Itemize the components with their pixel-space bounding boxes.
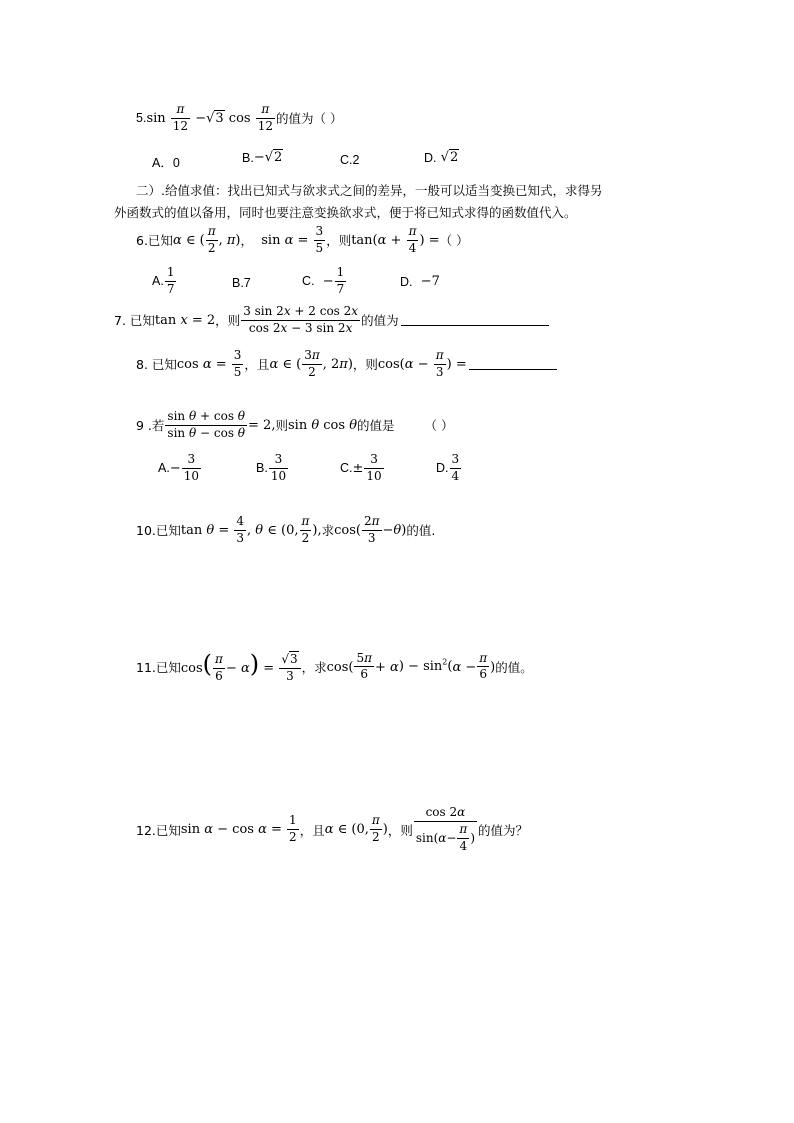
question-5 bbox=[136, 103, 343, 134]
q5-option-d: D. √2 bbox=[424, 150, 459, 165]
q9-option-a: A. − $\frac{3}{10}$ bbox=[158, 452, 199, 483]
q7-answer-blank[interactable] bbox=[401, 315, 549, 326]
q5-tail: 的值为（ ） bbox=[276, 111, 343, 127]
q8-answer-blank[interactable] bbox=[469, 359, 557, 370]
q5-expression: sin $\frac{\pi}{12}$ −√3 cos $\frac{\pi}{12}$ bbox=[146, 102, 274, 133]
question-6: 6.已知 α ∈ ( $\frac{\pi}{2}$ , π) ， sin α = $\frac{3}{5}$ ，则 tan(α + $\frac{\pi}{4}$ ) = （ ） bbox=[136, 224, 469, 255]
q5-option-c: C.2 bbox=[340, 153, 360, 167]
q6-option-c: C. − $\frac{1}{7}$ bbox=[302, 265, 345, 296]
q5-option-b: B. −√2 bbox=[242, 150, 283, 165]
section-2-line-1: 二）.给值求值：找出已知式与欲求式之间的差异，一般可以适当变换已知式，求得另 bbox=[136, 183, 603, 198]
question-10: 10.已知 tan θ = $\frac{4}{3}$ , θ ∈ (0, $\frac{\pi}{2}$ ), 求 cos( $\frac{2\pi}{3}$ −θ) 的值. bbox=[136, 514, 436, 545]
q6-option-a: A. $\frac{1}{7}$ bbox=[152, 265, 175, 296]
question-9: 9 .若 $\frac{\text{sin θ + cos θ}}{\text{sin θ − cos θ}}$ = 2, 则 sin θ cos θ 的值是 （ ） bbox=[136, 409, 454, 440]
q12-number: 12.已知 bbox=[136, 822, 181, 838]
q5-option-a: A．0 bbox=[152, 156, 180, 170]
q11-number: 11.已知 bbox=[136, 659, 181, 675]
q9-option-b: B. $\frac{3}{10}$ bbox=[256, 452, 287, 483]
question-7: 7. 已知 tan x = 2 ，则 $\frac{3 \sin 2x + 2 \cos 2x}{\cos 2x - 3 \sin 2x}$ 的值为 bbox=[114, 305, 549, 336]
section-2-line-2: 外函数式的值以备用，同时也要注意变换欲求式，便于将已知式求得的函数值代入。 bbox=[114, 205, 577, 220]
q9-number: 9 .若 bbox=[136, 418, 165, 434]
q10-number: 10.已知 bbox=[136, 523, 181, 539]
q7-number: 7. 已知 bbox=[114, 313, 155, 329]
question-11: 11.已知 cos( $\frac{\pi}{6}$ − α) = $\frac{√3}{3}$ ，求 cos( $\frac{5\pi}{6}$ + $\alpha) - \sin^2(\alpha$ − $\frac{\pi}{6}$ ) 的值。 bbox=[136, 650, 533, 683]
question-12: 12.已知 sin α − cos α = $\frac{1}{2}$ ，且 α ∈ (0, $\frac{\pi}{2}$ ) ，则 cos 2α sin(α− $\frac{\pi}{4}$ ) 的值为？ bbox=[136, 805, 529, 853]
q6-option-d: D. −7 bbox=[400, 274, 440, 289]
q5-number: 5. bbox=[136, 111, 147, 126]
q9-option-d: D. $\frac{3}{4}$ bbox=[436, 452, 460, 483]
q8-number: 8. 已知 bbox=[136, 357, 177, 373]
q6-option-b: B.7 bbox=[232, 276, 251, 290]
q6-number: 6.已知 bbox=[136, 233, 173, 249]
question-8: 8. 已知 cos α = $\frac{3}{5}$ ，且 α ∈ ( $\frac{3\pi}{2}$ , 2π) ，则 cos(α − $\frac{\pi}{3}$ ) = bbox=[136, 349, 557, 380]
q9-option-c: C. ± $\frac{3}{10}$ bbox=[340, 452, 382, 483]
